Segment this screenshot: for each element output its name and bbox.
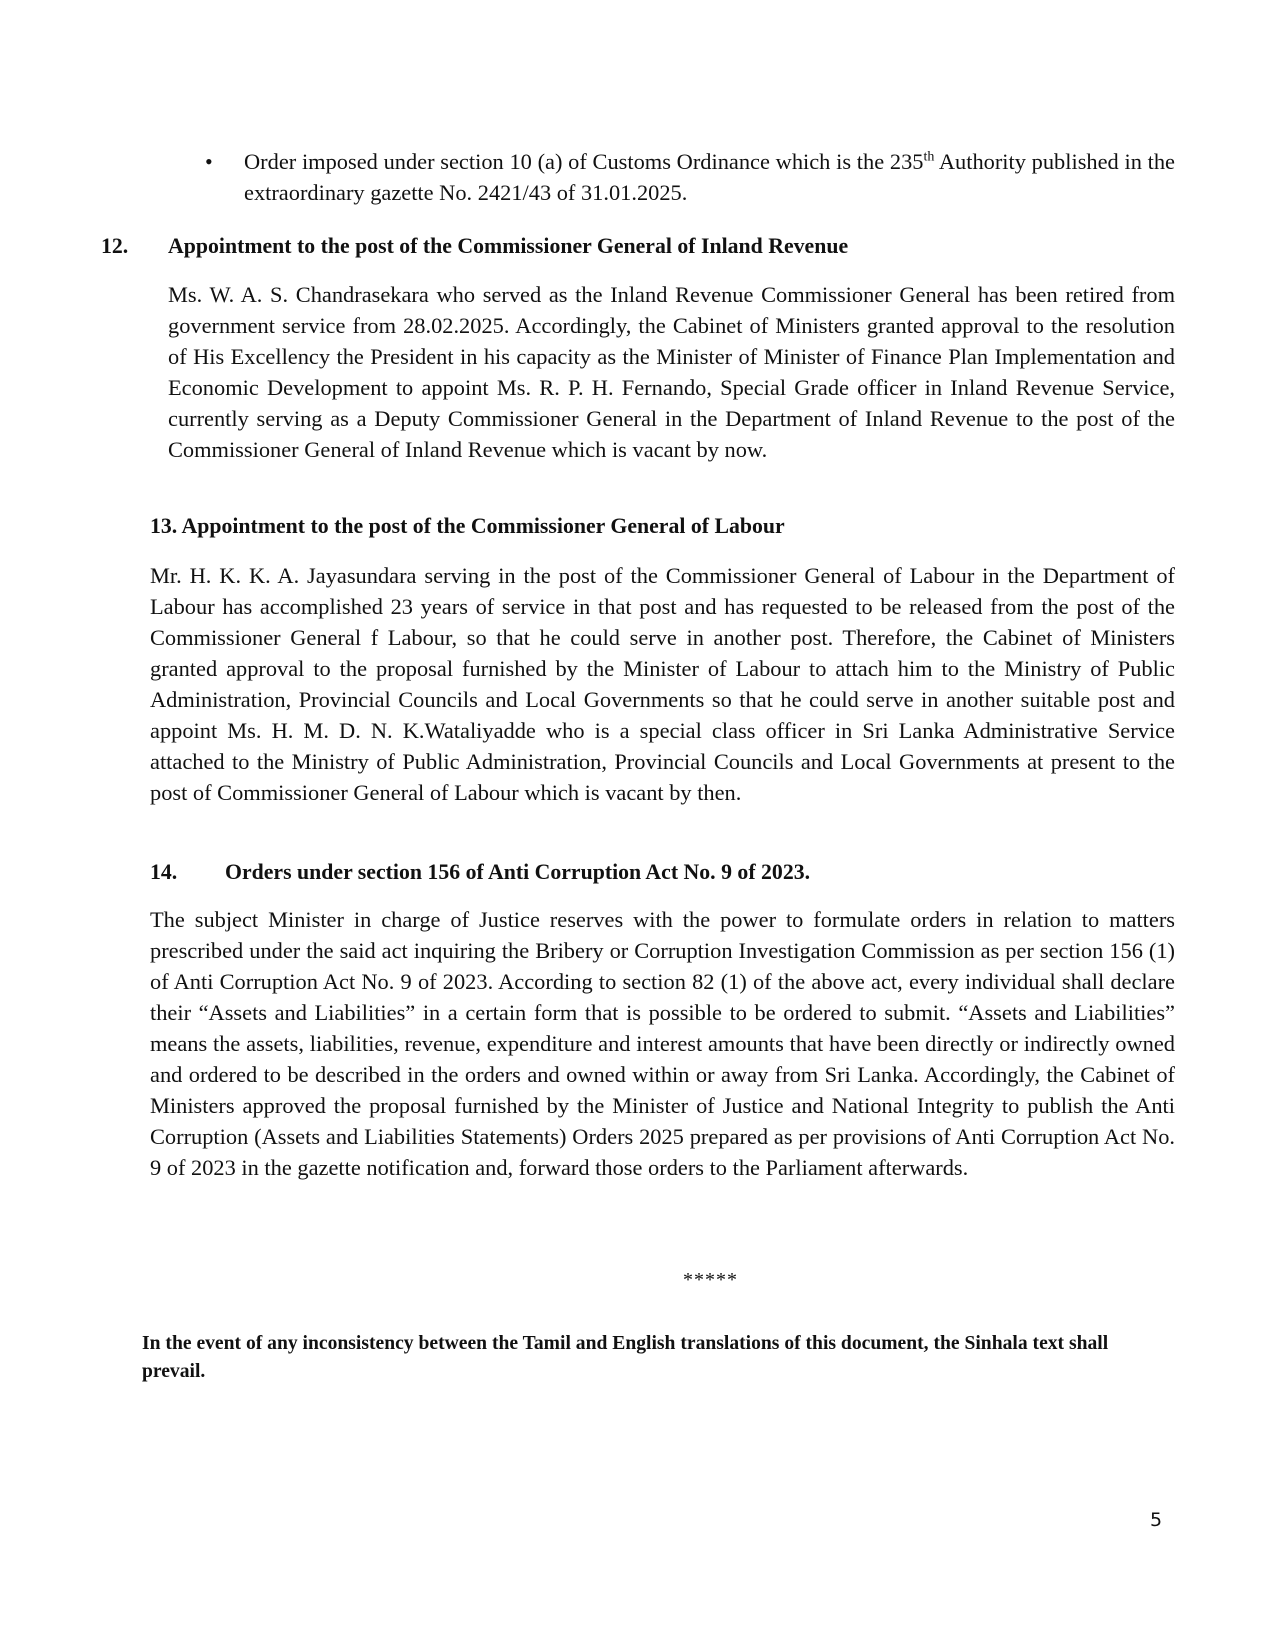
- section-13-title: 13. Appointment to the post of the Commissioner General of Labour: [150, 514, 785, 538]
- translation-disclaimer: In the event of any inconsistency between the Tamil and English translations of this document, the Sinhala text shall prevail.: [142, 1333, 1109, 1382]
- section-separator: *****: [683, 1269, 738, 1291]
- section-12-body: Ms. W. A. S. Chandrasekara who served as the Inland Revenue Commissioner General has been retired from government service from 28.02.2025. Accordingly, the Cabinet of Ministers granted approval to the resolution of His Excellency the President in his capacity as the Minister of Minister of Finance Plan Implementation and Economic Development to appoint Ms. R. P. H. Fernando, Special Grade officer in Inland Revenue Service, currently serving as a Deputy Commissioner General in the Department of Inland Revenue to the post of the Commissioner General of Inland Revenue which is vacant by now.: [168, 282, 1175, 462]
- section-14-body: The subject Minister in charge of Justice reserves with the power to formulate orders in relation to matters prescribed under the said act inquiring the Bribery or Corruption Investigation Commission as per section 156 (1) of Anti Corruption Act No. 9 of 2023. According to section 82 (1) of the above act, every individual shall declare their “Assets and Liabilities” in a certain form that is possible to be ordered to submit. “Assets and Liabilities” means the assets, liabilities, revenue, expenditure and interest amounts that have been directly or indirectly owned and ordered to be described in the orders and owned within or away from Sri Lanka. Accordingly, the Cabinet of Ministers approved the proposal furnished by the Minister of Justice and National Integrity to publish the Anti Corruption (Assets and Liabilities Statements) Orders 2025 prepared as per provisions of Anti Corruption Act No. 9 of 2023 in the gazette notification and, forward those orders to the Parliament afterwards.: [150, 907, 1175, 1180]
- section-14-title: Orders under section 156 of Anti Corruption Act No. 9 of 2023.: [225, 860, 811, 884]
- bullet-dot-icon: •: [205, 149, 213, 174]
- section-12-title: Appointment to the post of the Commissioner General of Inland Revenue: [168, 234, 849, 258]
- section-13-body: Mr. H. K. K. A. Jayasundara serving in the post of the Commissioner General of Labour in the Department of Labour has accomplished 23 years of service in that post and has requested to be released from the post of the Commissioner General f Labour, so that he could serve in another post. Therefore, the Cabinet of Ministers granted approval to the proposal furnished by the Minister of Labour to attach him to the Ministry of Public Administration, Provincial Councils and Local Governments so that he could serve in another suitable post and appoint Ms. H. M. D. N. K.Wataliyadde who is a special class officer in Sri Lanka Administrative Service attached to the Ministry of Public Administration, Provincial Councils and Local Governments at present to the post of Commissioner General of Labour which is vacant by then.: [150, 563, 1175, 805]
- bullet-text-end: Authority published in the extraordinary gazette No. 2421/43 of 31.01.2025.: [244, 149, 1175, 205]
- bullet-text: [244, 146, 1175, 208]
- section-12-number: 12.: [101, 234, 129, 258]
- bullet-text-start: Order imposed under section 10 (a) of Customs Ordinance which is the 235: [244, 149, 924, 174]
- section-14-number: 14.: [150, 860, 178, 884]
- page-number: 5: [1150, 1509, 1163, 1531]
- ordinal-superscript: th: [923, 149, 935, 165]
